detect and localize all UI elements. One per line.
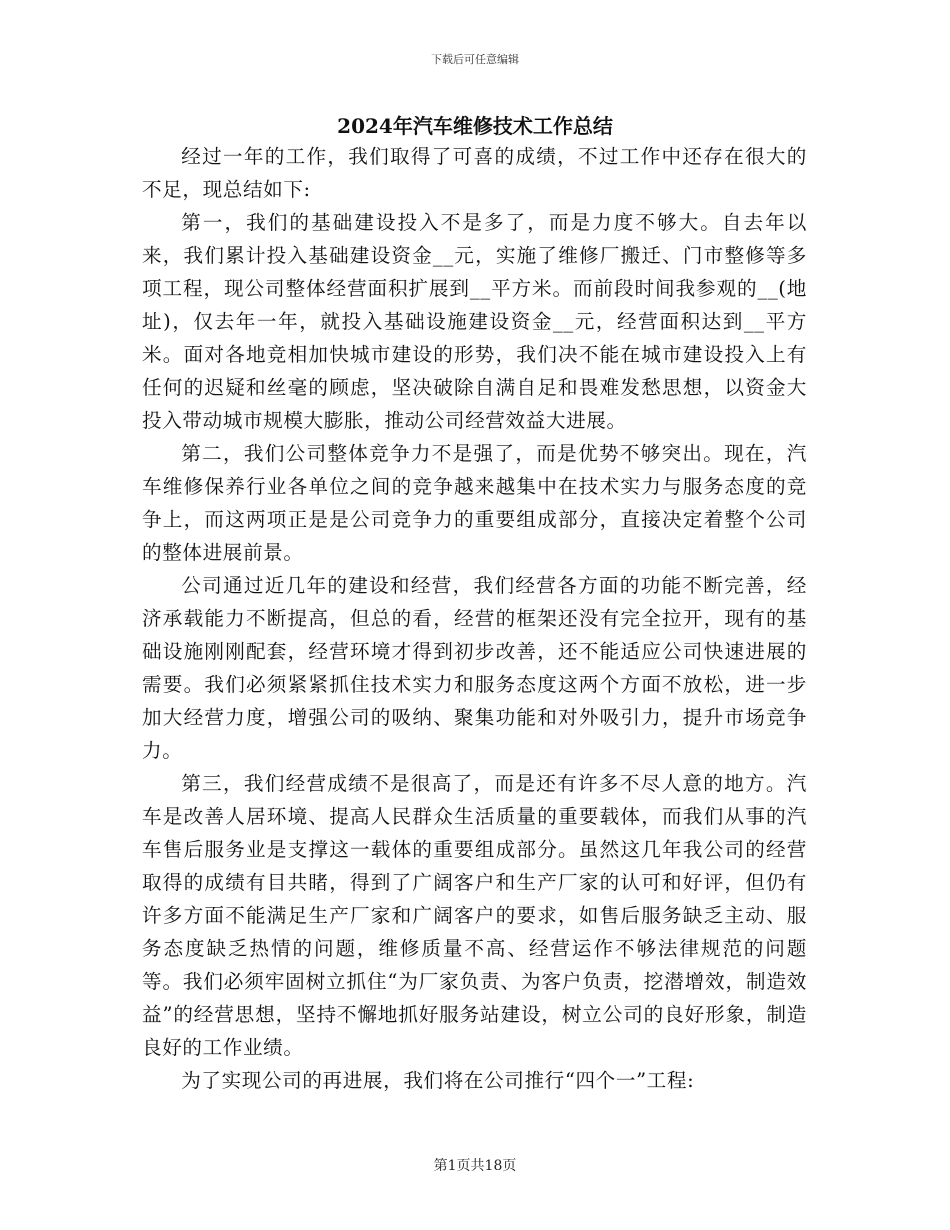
document-body (142, 140, 807, 1097)
paragraph-second-point: 第二，我们公司整体竞争力不是强了，而是优势不够突出。现在，汽车维修保养行业各单位之间的竞争越来越集中在技术实力与服务态度的竞争上，而这两项正是是公司竞争力的重要组成部分，直接决定着整个公司的整体进展前景。 (142, 442, 807, 564)
paragraph-third-point: 第三，我们经营成绩不是很高了，而是还有许多不尽人意的地方。汽车是改善人居环境、提高人民群众生活质量的重要载体，而我们从事的汽车售后服务业是支撑这一载体的重要组成部分。虽然这几年我公司的经营取得的成绩有目共睹，得到了广阔客户和生产厂家的认可和好评，但仍有许多方面不能满足生产厂家和广阔客户的要求，如售后服务缺乏主动、服务态度缺乏热情的问题，维修质量不高、经营运作不够法律规范的问题等。我们必须牢固树立抓住“为厂家负责、为客户负责，挖潜增效，制造效益”的经营思想，坚持不懈地抓好服务站建设，树立公司的良好形象，制造良好的工作业绩。 (142, 772, 807, 1059)
page-number-footer: 第1页共18页 (433, 1158, 517, 1174)
paragraph-company-development: 公司通过近几年的建设和经营，我们经营各方面的功能不断完善，经济承载能力不断提高，但总的看，经营的框架还没有完全拉开，现有的基础设施刚刚配套，经营环境才得到初步改善，还不能适应公司快速进展的需要。我们必须紧紧抓住技术实力和服务态度这两个方面不放松，进一步加大经营力度，增强公司的吸纳、聚集功能和对外吸引力，提升市场竞争力。 (142, 574, 807, 762)
page-header-note: 下载后可任意编辑 (431, 53, 519, 66)
paragraph-first-point: 第一，我们的基础建设投入不是多了，而是力度不够大。自去年以来，我们累计投入基础建设资金__元，实施了维修厂搬迁、门市整修等多项工程，现公司整体经营面积扩展到__平方米。而前段时间我参观的__(地址)，仅去年一年，就投入基础设施建设资金__元，经营面积达到__平方米。面对各地竞相加快城市建设的形势，我们决不能在城市建设投入上有任何的迟疑和丝毫的顾虑，坚决破除自满自足和畏难发愁思想，以资金大投入带动城市规模大膨胀，推动公司经营效益大进展。 (142, 211, 807, 432)
paragraph-four-projects: 为了实现公司的再进展，我们将在公司推行“四个一”工程: (181, 1069, 695, 1092)
paragraph-intro: 经过一年的工作，我们取得了可喜的成绩，不过工作中还存在很大的不足，现总结如下: (142, 145, 807, 201)
document-title: 2024年汽车维修技术工作总结 (337, 114, 613, 138)
